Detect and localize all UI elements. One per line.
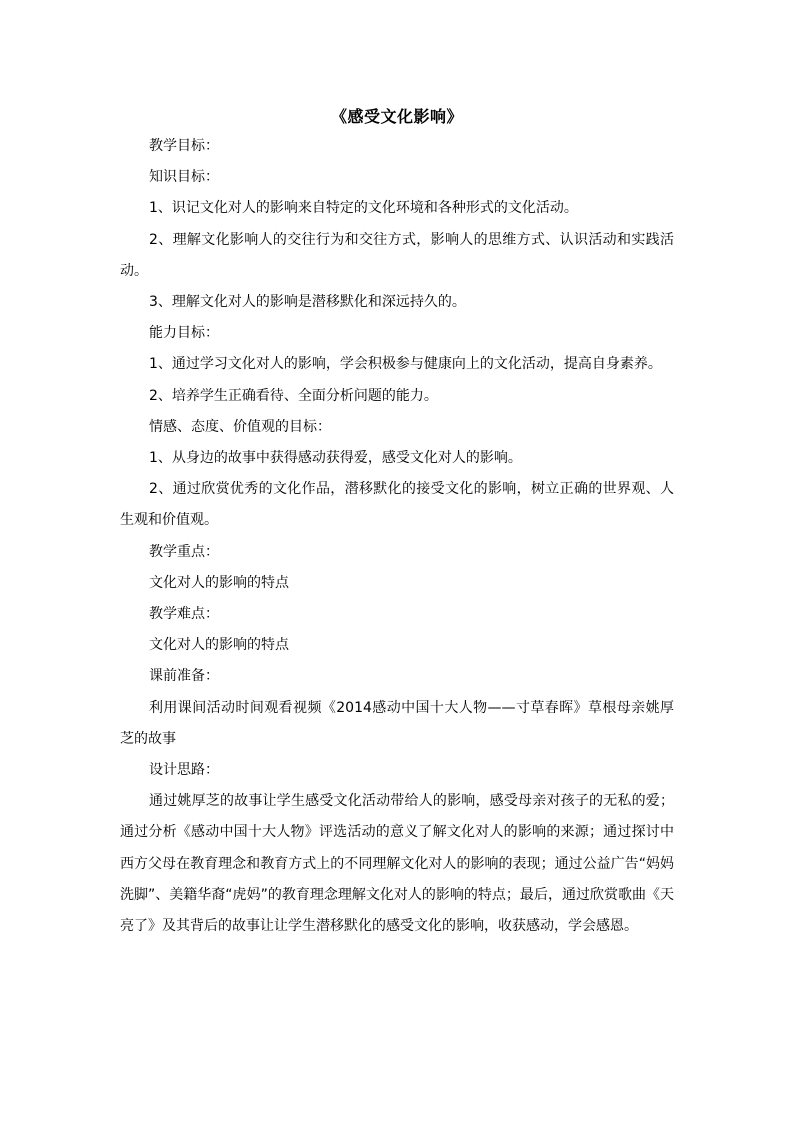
ability-goal-1: 1、通过学习文化对人的影响，学会积极参与健康向上的文化活动，提高自身素养。 — [149, 356, 662, 373]
knowledge-goal-2: 2、理解文化影响人的交往行为和交往方式，影响人的思维方式、认识活动和实践活动。 — [120, 231, 674, 279]
section-heading-key-points: 教学重点： — [149, 543, 219, 560]
section-heading-preparation: 课前准备： — [149, 668, 219, 685]
emotion-goal-1: 1、从身边的故事中获得感动获得爱，感受文化对人的影响。 — [149, 450, 522, 467]
preparation-text: 利用课间活动时间观看视频《2014感动中国十大人物——寸草春晖》草根母亲姚厚芝的故事 — [120, 699, 674, 747]
section-heading-design-ideas: 设计思路： — [149, 762, 219, 779]
knowledge-goal-3: 3、理解文化对人的影响是潜移默化和深远持久的。 — [149, 294, 466, 311]
difficult-points-text: 文化对人的影响的特点 — [149, 637, 289, 654]
document-body — [120, 103, 674, 942]
section-heading-teaching-goals: 教学目标： — [149, 138, 219, 154]
key-points-text: 文化对人的影响的特点 — [149, 574, 289, 591]
knowledge-goal-1: 1、识记文化对人的影响来自特定的文化环境和各种形式的文化活动。 — [149, 200, 578, 217]
document-title: 《感受文化影响》 — [330, 107, 463, 126]
subheading-ability-goals: 能力目标： — [149, 325, 219, 342]
subheading-knowledge-goals: 知识目标： — [149, 169, 219, 186]
emotion-goal-2: 2、通过欣赏优秀的文化作品，潜移默化的接受文化的影响，树立正确的世界观、人生观和价值观。 — [120, 481, 674, 529]
section-heading-difficult-points: 教学难点： — [149, 606, 219, 623]
design-ideas-text: 通过姚厚芝的故事让学生感受文化活动带给人的影响，感受母亲对孩子的无私的爱；通过分析《感动中国十大人物》评选活动的意义了解文化对人的影响的来源；通过探讨中西方父母在教育理念和教育方式上的不同理解文化对人的影响的表现；通过公益广告“妈妈洗脚”、美籍华裔“虎妈”的教育理念理解文化对人的影响的特点；最后，通过欣赏歌曲《天亮了》及其背后的故事让让学生潜移默化的感受文化的影响，收获感动，学会感恩。 — [120, 793, 674, 935]
ability-goal-2: 2、培养学生正确看待、全面分析问题的能力。 — [149, 387, 438, 404]
subheading-emotion-goals: 情感、态度、价值观的目标： — [149, 418, 331, 435]
